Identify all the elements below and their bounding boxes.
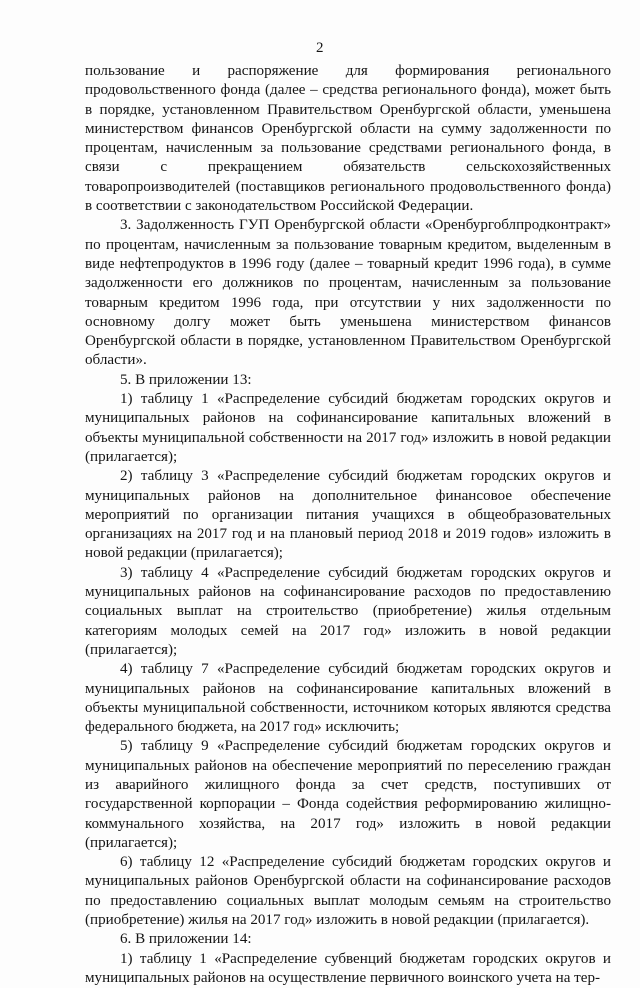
document-body [85,62,611,988]
paragraph-subitem-5: 5) таблицу 9 «Распределение субсидий бюджетам городских округов и муниципальных районов на обеспечение мероприятий по переселению граждан из аварийного жилищного фонда за счет средств, поступивших от государственной корпорации – Фонда содействия реформированию жилищно-коммунального хозяйства, на 2017 год» изложить в новой редакции (прилагается); [85,738,611,851]
paragraph-item-5-heading: 5. В приложении 13: [120,371,252,388]
paragraph-subitem-4: 4) таблицу 7 «Распределение субсидий бюджетам городских округов и муниципальных районов на софинансирование капитальных вложений в объекты муниципальной собственности, источником которых являются средства федерального бюджета, на 2017 год» исключить; [85,661,611,736]
paragraph-subitem-3: 3) таблицу 4 «Распределение субсидий бюджетам городских округов и муниципальных районов на софинансирование расходов по предоставлению социальных выплат на строительство (приобретение) жилья отдельным категориям молодых семей на 2017 год» изложить в новой редакции (прилагается); [85,564,611,658]
paragraph-subitem-1: 1) таблицу 1 «Распределение субсидий бюджетам городских округов и муниципальных районов на софинансирование капитальных вложений в объекты муниципальной собственности на 2017 год» изложить в новой редакции (прилагается); [85,391,611,465]
paragraph-subitem-6: 6) таблицу 12 «Распределение субсидий бюджетам городских округов и муниципальных районов Оренбургской области на софинансирование расходов по предоставлению социальных выплат молодым семьям на строительство (приобретение) жилья на 2017 год» изложить в новой редакции (прилагается). [85,854,611,929]
page-number: 2 [316,40,324,56]
paragraph-subitem-2: 2) таблицу 3 «Распределение субсидий бюджетам городских округов и муниципальных районов на дополнительное финансовое обеспечение мероприятий по организации питания учащихся в общеобразовательных организациях на 2017 год и на плановый период 2018 и 2019 годов» изложить в новой редакции (прилагается); [85,468,611,562]
paragraph-continuation: пользование и распоряжение для формирования регионального продовольственного фонда (далее – средства регионального фонда), может быть в порядке, установленном Правительством Оренбургской области, уменьшена министерством финансов Оренбургской области на сумму задолженности по процентам, начисленным за пользование средствами регионального фонда, в связи с прекращением обязательств сельскохозяйственных товаропроизводителей (поставщиков регионального продовольственного фонда) в соответствии с законодательством Российской Федерации. [85,63,611,215]
paragraph-subitem-1-appendix-14: 1) таблицу 1 «Распределение субвенций бюджетам городских округов и муниципальных районов на осуществление первичного воинского учета на тер- [85,950,611,986]
paragraph-item-3: 3. Задолженность ГУП Оренбургской области «Оренбургоблпродконтракт» по процентам, начисленным за пользование товарным кредитом, выделенным в виде нефтепродуктов в 1996 году (далее – товарный кредит 1996 года), в сумме задолженности его должников по процентам, начисленным за пользование товарным кредитом 1996 года, при отсутствии у них задолженности по основному долгу может быть уменьшена министерством финансов Оренбургской области в порядке, установленном Правительством Оренбургской области». [85,217,611,369]
paragraph-item-6-heading: 6. В приложении 14: [120,931,252,948]
